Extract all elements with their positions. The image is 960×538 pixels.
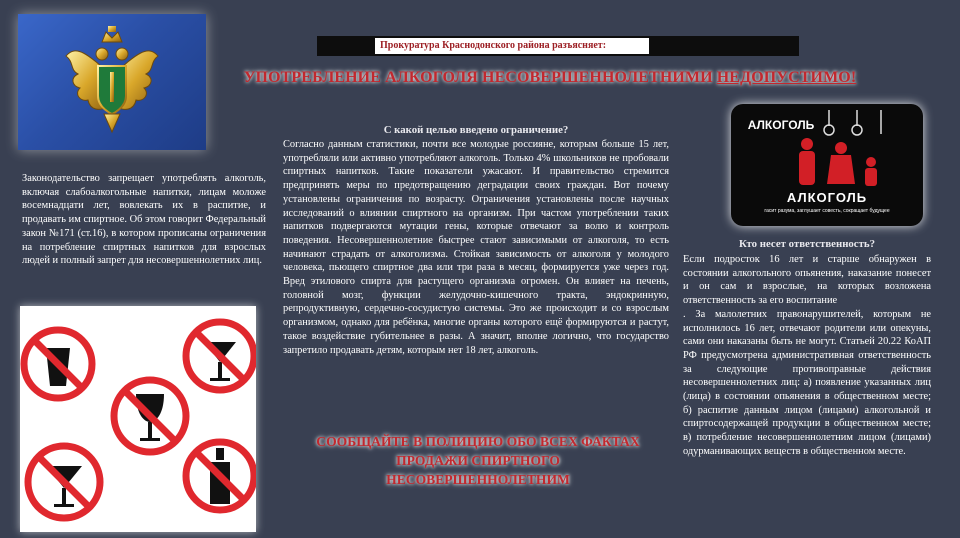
poster-top-word: АЛКОГОЛЬ — [747, 118, 815, 132]
poster-slogan: гасит разума, заглушает совесть, сокращает будущее — [764, 208, 890, 214]
top-banner — [317, 36, 799, 56]
right-paragraph-part-2: . За малолетних правонарушителей, которым не исполнилось 16 лет, отвечают родители или опекуны, сами они наказаны быть не могут. Статьей 20.22 КоАП РФ предусмотрена административная ответственность за следующие противоправные действия несовершеннолетних лиц: а) появление указанных лиц (лица) в состоянии опьянения в общественном месте; б) распитие данным лицом (лицами) алкогольной и спиртосодержащей продукции в общественном месте; в) потребление несовершеннолетним лицом (лицами) одурманивающих веществ в общественном месте. — [683, 308, 931, 457]
right-paragraph — [683, 253, 931, 459]
poster-bottom-word: АЛКОГОЛЬ — [786, 190, 868, 205]
center-paragraph: Согласно данным статистики, почти все молодые россияне, которым больше 15 лет, употребляли или активно употребляют алкоголь. Только 4% школьников не пробовали спиртных напитков. Такие показатели ужасают. И правительство стремится предпринять меры по предотвращению деградации своих граждан. Вот почему установлены ограничения по возрасту. Ограничения установлены после научных исследований о влиянии спиртного на организм. При частом употреблении таких напитков подвергаются мутации гены, которые отвечают за волю и контроль поведения. Несовершеннолетние быстрее стают зависимыми от алкоголя, то есть начинают страдать от алкоголизма. Стойкая зависимость от алкоголя у молодого человека, пьющего спиртное два или три раза в месяц, формируется уже через год. Вред этилового спирта для растущего организма огромен. Он влияет на печень, головной мозг, функции желудочно-кишечного тракта, эндокринную, репродуктивную, сердечно-сосудистую системы. Это же происходит и со взрослым организмом, однако для ребёнка, многие органы которого ещё формируются и растут, такое воздействие губительнее в разы. А значит, вполне логично, что государство запретило продавать детям, которым нет 18 лет, алкоголь. — [283, 139, 669, 356]
right-heading: Кто несет ответственность? — [738, 238, 876, 250]
left-paragraph: Законодательство запрещает употреблять алкоголь, включая слабоалкогольные напитки, лицам моложе восемнадцати лет, вовлекать их в распитие, и продавать им спиртное. Об этом говорит Федеральный закон №171 (ст.16), в котором прописаны ограничения на потребление спиртных напитков для взрослых людей и полный запрет для несовершеннолетних лиц. — [22, 173, 266, 267]
prohibition-signs-image — [20, 306, 256, 532]
call-to-action: СООБЩАЙТЕ В ПОЛИЦИЮ ОБО ВСЕХ ФАКТАХ ПРОДАЖИ СПИРТНОГО НЕСОВЕРШЕННОЛЕТНИМ — [316, 434, 640, 487]
alcohol-poster — [731, 104, 923, 226]
banner-text: Прокуратура Краснодонского района разъясняет: — [375, 38, 649, 54]
headline — [170, 69, 930, 87]
headline-emphasis: НЕДОПУСТИМО! — [716, 69, 857, 86]
center-heading: С какой целью введено ограничение? — [383, 124, 569, 136]
right-paragraph-part-1: Если подросток 16 лет и старше обнаружен в состоянии алкогольного опьянения, наказание понесет и он сам и взрослые, на которых возложена ответственность за его воспитание — [683, 254, 931, 307]
no-alcohol-signs-icon — [20, 306, 256, 532]
headline-main: УПОТРЕБЛЕНИЕ АЛКОГОЛЯ НЕСОВЕРШЕННОЛЕТНИМИ — [243, 69, 717, 86]
